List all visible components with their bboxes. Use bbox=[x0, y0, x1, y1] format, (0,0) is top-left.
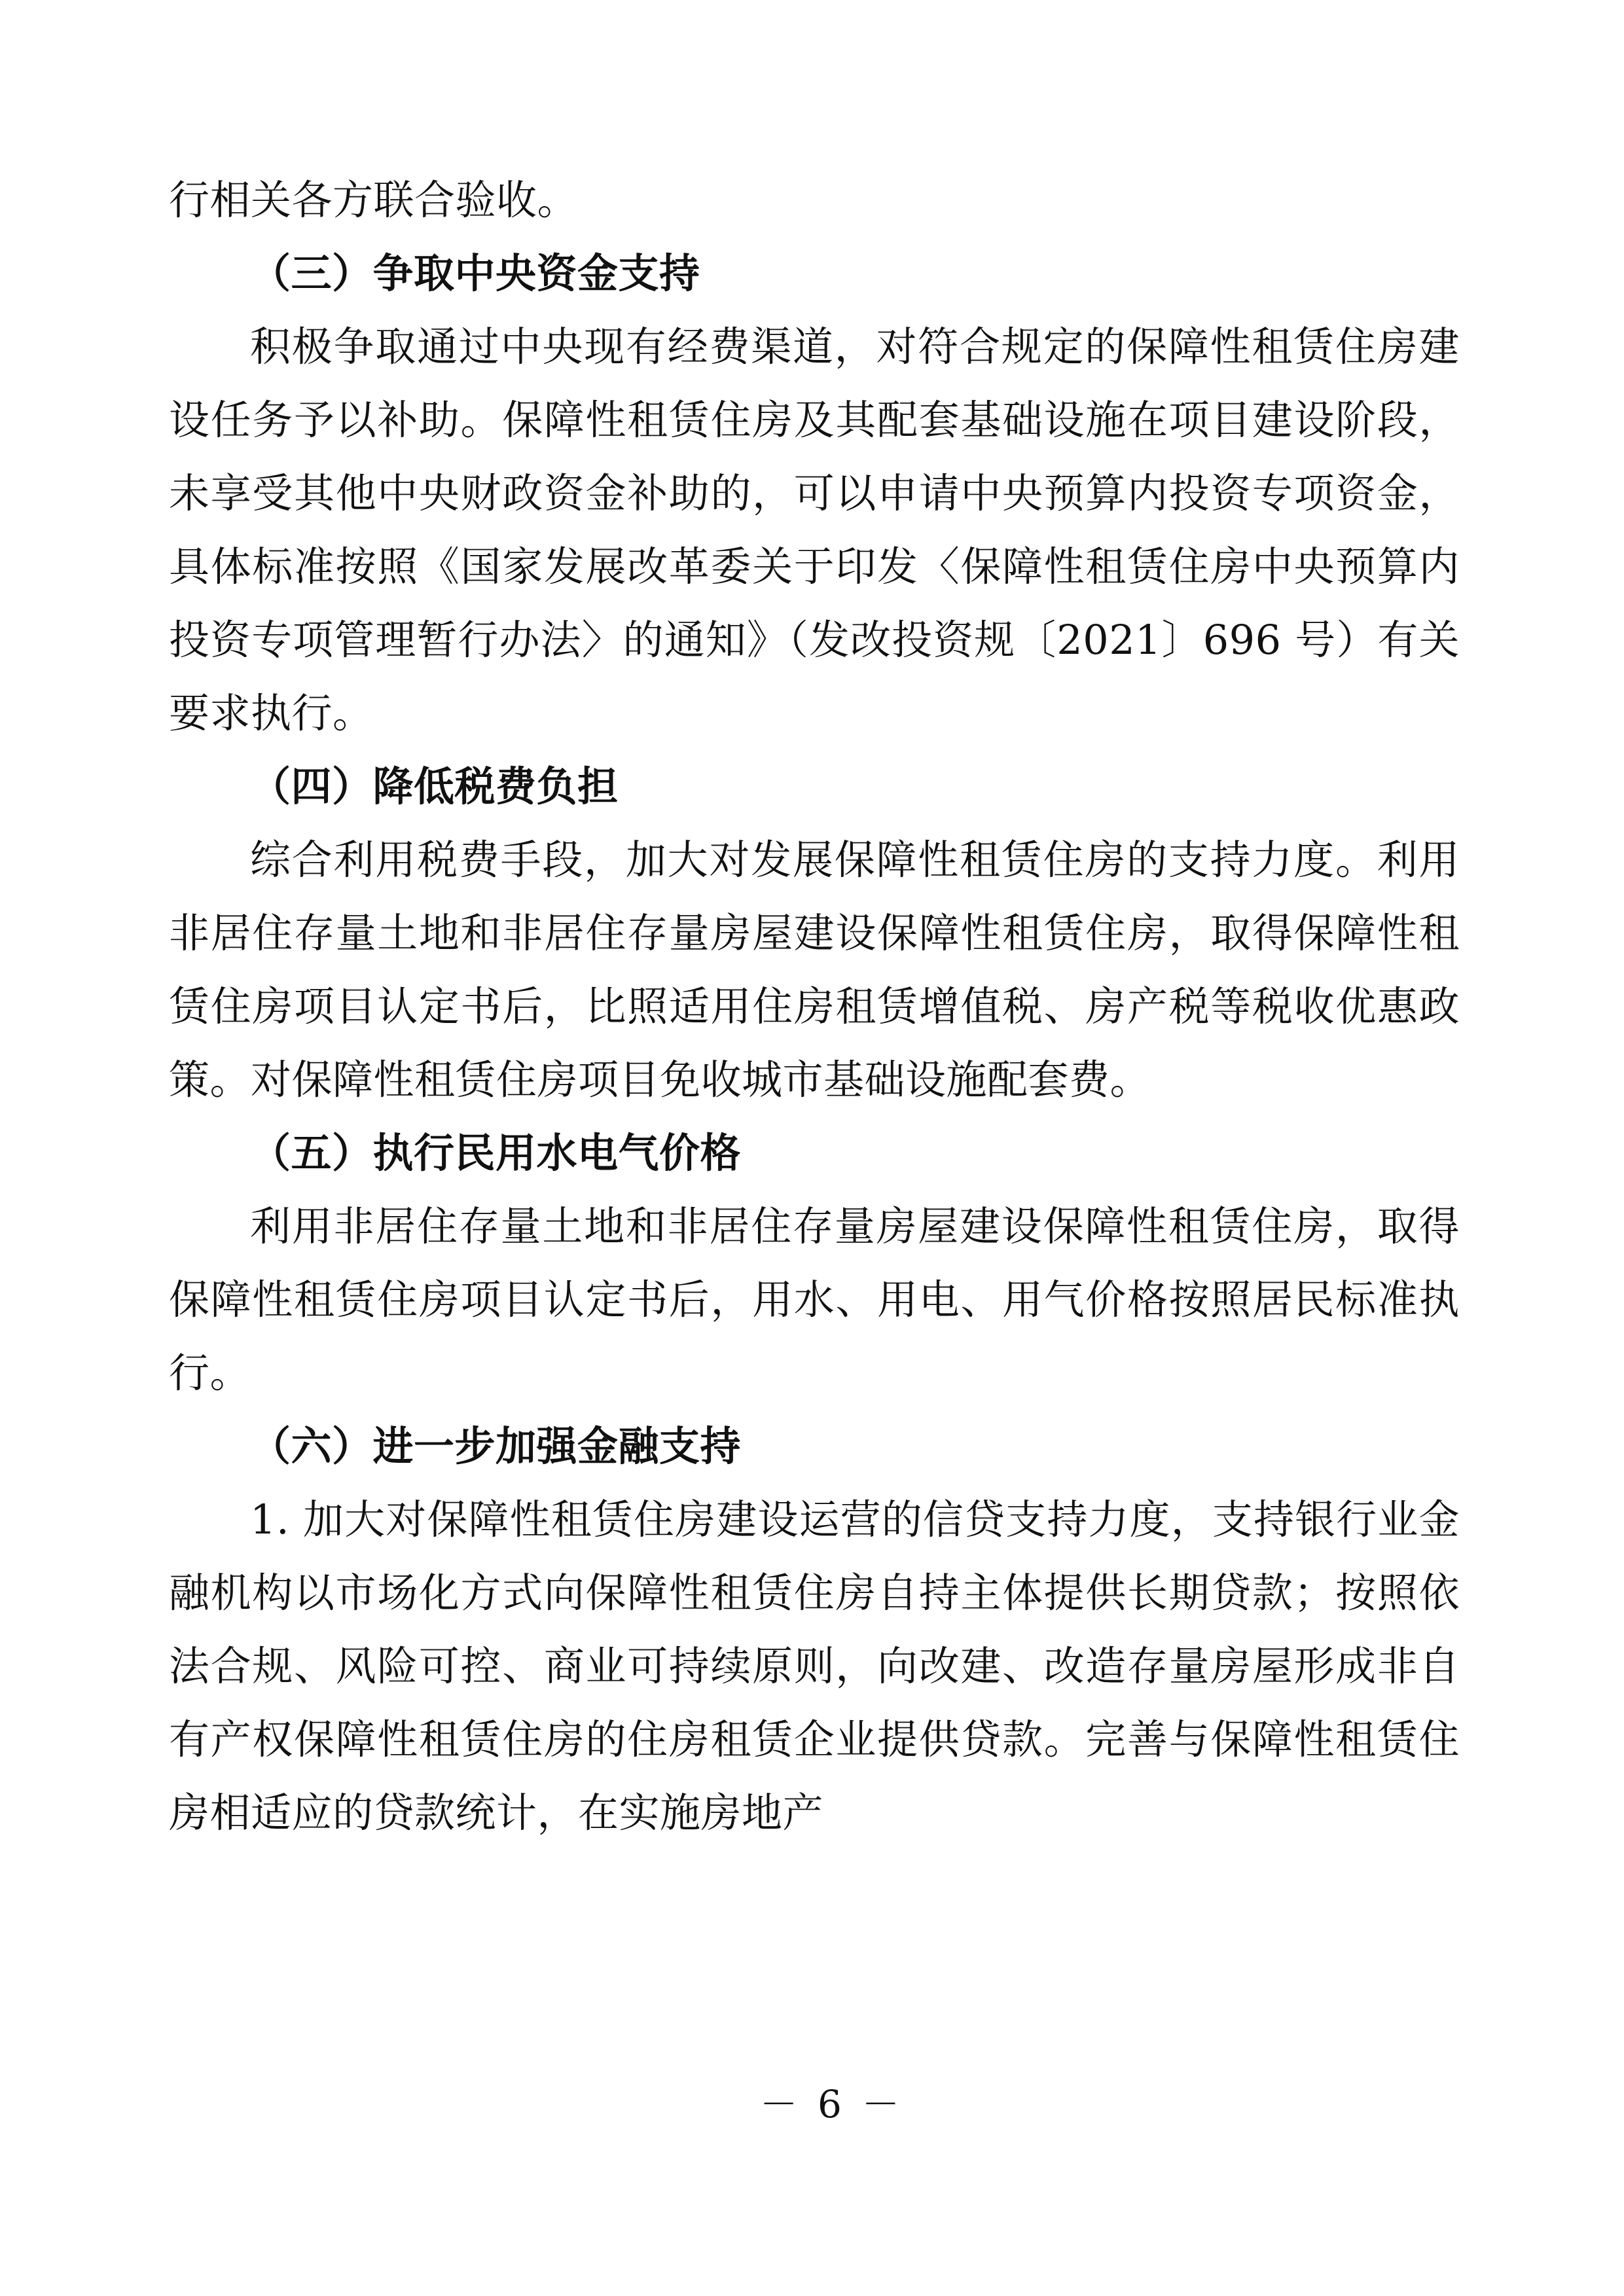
paragraph-central-funding: 积极争取通过中央现有经费渠道，对符合规定的保障性租赁住房建设任务予以补助。保障性租赁住房及其配套基础设施在项目建设阶段，未享受其他中央财政资金补助的，可以申请中央预算内投资专项资金，具体标准按照《国家发展改革委关于印发〈保障性租赁住房中央预算内投资专项管理暂行办法〉的通知》（发改投资规〔2021〕696 号）有关要求执行。 bbox=[169, 323, 1460, 737]
page-number: － 6 － bbox=[759, 2082, 904, 2126]
section-heading-four: （四）降低税费负担 bbox=[250, 762, 619, 810]
paragraph-financial-support-item-1: 1. 加大对保障性租赁住房建设运营的信贷支持力度，支持银行业金融机构以市场化方式向保障性租赁住房自持主体提供长期贷款；按照依法合规、风险可控、商业可持续原则，向改建、改造存量房屋形成非自有产权保障性租赁住房的住房租赁企业提供贷款。完善与保障性租赁住房相适应的贷款统计，在实施房地产 bbox=[169, 1496, 1460, 1837]
section-heading-three: （三）争取中央资金支持 bbox=[250, 249, 700, 297]
page-footer bbox=[0, 2073, 1624, 2128]
document-body bbox=[169, 164, 1460, 1850]
section-heading-six: （六）进一步加强金融支持 bbox=[250, 1422, 742, 1470]
paragraph-utility-pricing: 利用非居住存量土地和非居住存量房屋建设保障性租赁住房，取得保障性租赁住房项目认定书后，用水、用电、用气价格按照居民标准执行。 bbox=[169, 1202, 1460, 1397]
paragraph-continued: 行相关各方联合验收。 bbox=[169, 176, 579, 224]
section-heading-five: （五）执行民用水电气价格 bbox=[250, 1129, 742, 1177]
paragraph-tax-reduction: 综合利用税费手段，加大对发展保障性租赁住房的支持力度。利用非居住存量土地和非居住存量房屋建设保障性租赁住房，取得保障性租赁住房项目认定书后，比照适用住房租赁增值税、房产税等税收优惠政策。对保障性租赁住房项目免收城市基础设施配套费。 bbox=[169, 836, 1460, 1103]
